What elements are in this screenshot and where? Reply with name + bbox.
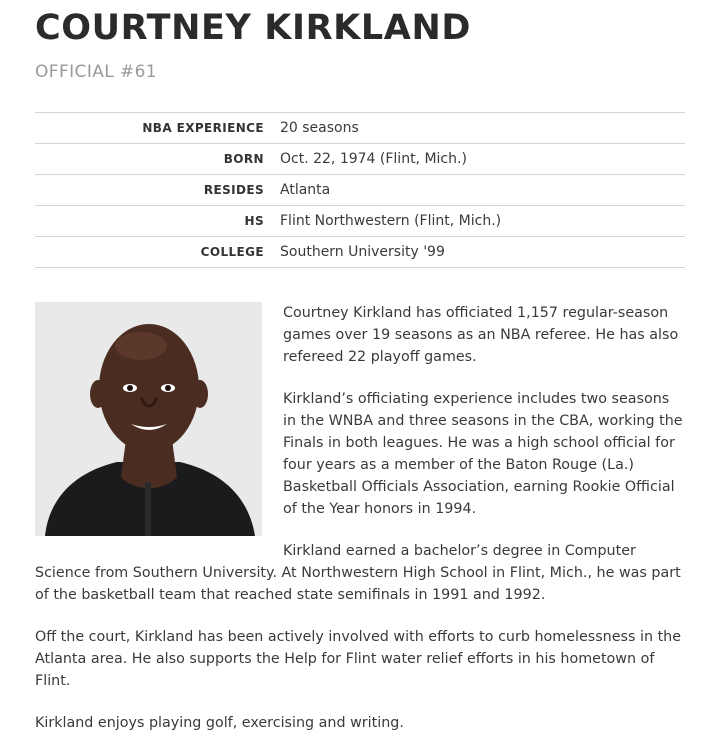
bio-label: COLLEGE — [35, 237, 280, 268]
table-row — [35, 113, 685, 144]
bio-label: HS — [35, 206, 280, 237]
official-number: OFFICIAL #61 — [35, 62, 158, 82]
table-row — [35, 175, 685, 206]
bio-label: RESIDES — [35, 175, 280, 206]
page-title: COURTNEY KIRKLAND — [35, 8, 471, 48]
bio-value: Atlanta — [280, 175, 685, 206]
table-row — [35, 237, 685, 268]
pupil-right — [165, 385, 171, 391]
biography — [35, 302, 685, 734]
bio-paragraph: Kirkland enjoys playing golf, exercising and writing. — [35, 715, 404, 731]
profile-container — [35, 0, 685, 754]
bio-paragraph: Off the court, Kirkland has been actively involved with efforts to curb homelessness in the Atlanta area. He also supports the Help for Flint water relief efforts in his hometown of Flint. — [35, 629, 682, 689]
head-highlight — [115, 332, 167, 360]
zipper-shape — [145, 482, 151, 536]
bio-paragraph: Kirkland’s officiating experience includes two seasons in the WNBA and three seasons in the CBA, working the Finals in both leagues. He was a high school official for four years as a member of the Baton Rouge (La.) Basketball Officials Association, earning Rookie Official of the Year honors in 1994. — [283, 391, 683, 517]
ear-right — [192, 380, 208, 408]
bio-value: Oct. 22, 1974 (Flint, Mich.) — [280, 144, 685, 175]
table-row — [35, 144, 685, 175]
ear-left — [90, 380, 106, 408]
bio-value: 20 seasons — [280, 113, 685, 144]
table-row — [35, 206, 685, 237]
official-photo — [35, 302, 262, 536]
bio-table — [35, 112, 685, 268]
bio-label: NBA EXPERIENCE — [35, 113, 280, 144]
bio-paragraph: Kirkland earned a bachelor’s degree in Computer Science from Southern University. At Northwestern High School in Flint, Mich., he was part of the basketball team that reached state semifinals in 1991 and 1992. — [35, 543, 681, 603]
bio-label: BORN — [35, 144, 280, 175]
bio-value: Flint Northwestern (Flint, Mich.) — [280, 206, 685, 237]
bio-value: Southern University '99 — [280, 237, 685, 268]
portrait-illustration — [35, 302, 262, 536]
pupil-left — [127, 385, 133, 391]
bio-paragraph: Courtney Kirkland has officiated 1,157 regular-season games over 19 seasons as an NBA referee. He has also refereed 22 playoff games. — [283, 305, 679, 365]
